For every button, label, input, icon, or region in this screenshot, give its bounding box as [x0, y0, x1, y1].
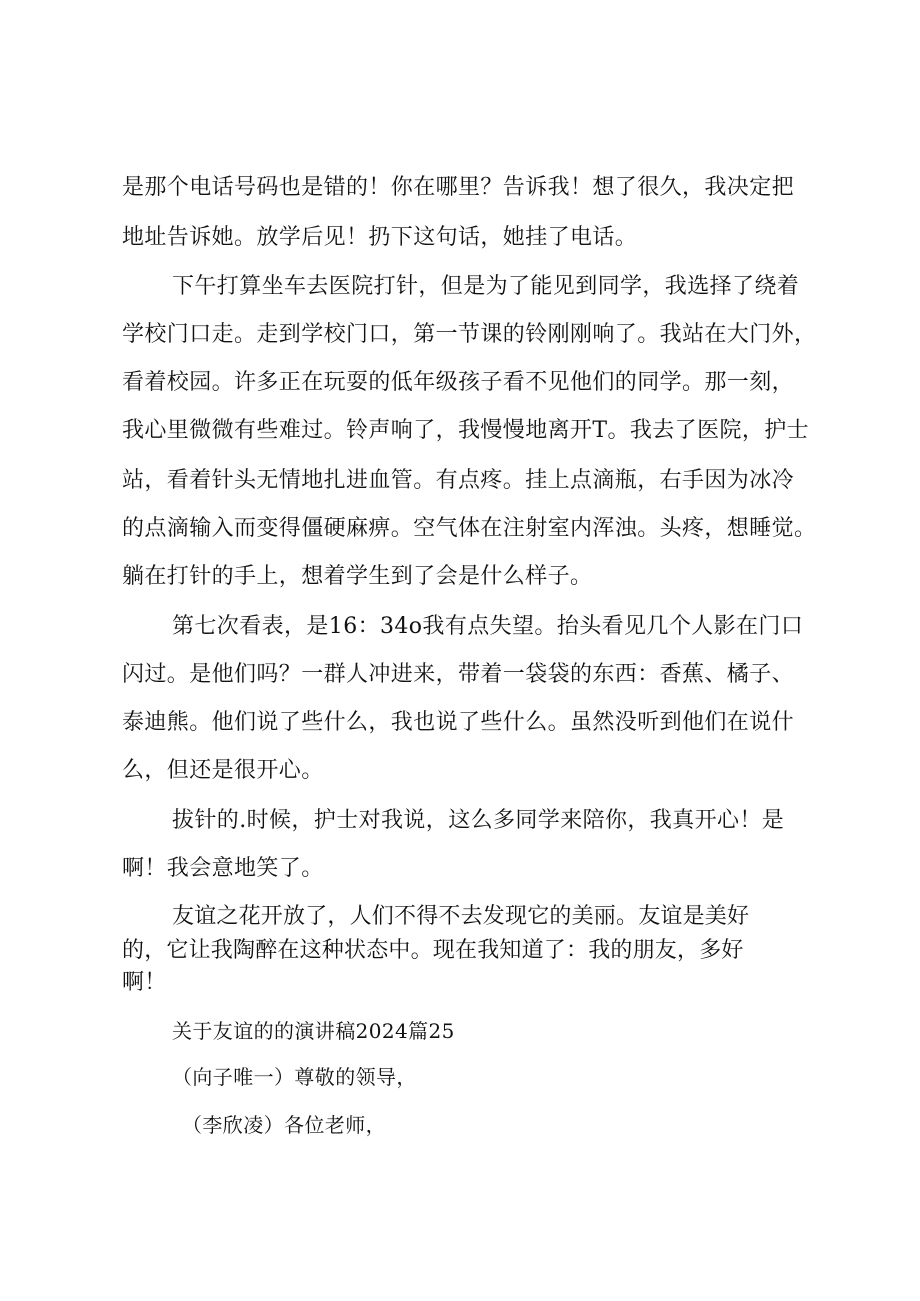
paragraph-2-line-3: 看着校园。许多正在玩耍的低年级孩子看不见他们的同学。那一刻，: [122, 370, 795, 395]
paragraph-5-line-2: 的，它让我陶醉在这种状态中。现在我知道了：我的朋友，多好: [122, 938, 744, 963]
paragraph-1-line-1: 是那个电话号码也是错的！你在哪里？告诉我！想了很久，我决定把: [122, 175, 795, 200]
paragraph-2-line-6: 的点滴输入而变得僵硬麻痹。空气体在注射室内浑浊。头疼，想睡觉。: [122, 516, 817, 541]
paragraph-2-line-4: 我心里微微有些难过。铃声响了，我慢慢地离开T。我去了医院，护士: [122, 418, 810, 443]
paragraph-1-line-2: 地址告诉她。放学后见！扔下这句话，她挂了电话。: [122, 225, 638, 250]
paragraph-3-line-1: 第七次看表，是16：34o我有点失望。抬头看见几个人影在门口: [172, 614, 804, 639]
paragraph-3-line-4: 么，但还是很开心。: [122, 758, 324, 783]
paragraph-4-line-1: 拔针的.时候，护士对我说，这么多同学来陪你，我真开心！是: [172, 808, 785, 833]
paragraph-5-line-3: 啊！: [122, 970, 167, 995]
section-heading: 关于友谊的的演讲稿2024篇25: [172, 1019, 455, 1043]
paragraph-2-line-7: 躺在打针的手上，想着学生到了会是什么样子。: [122, 564, 593, 589]
paragraph-3-line-3: 泰迪熊。他们说了些什么，我也说了些什么。虽然没听到他们在说什: [122, 710, 795, 735]
greeting-line-1: （向子唯一）尊敬的领导，: [172, 1065, 417, 1089]
paragraph-2-line-5: 站，看着针头无情地扎进血管。有点疼。挂上点滴瓶，右手因为冰冷: [122, 468, 795, 493]
paragraph-5-line-1: 友谊之花开放了，人们不得不去发现它的美丽。友谊是美好: [172, 904, 750, 929]
paragraph-4-line-2: 啊！我会意地笑了。: [122, 856, 324, 881]
paragraph-2-line-2: 学校门口走。走到学校门口，第一节课的铃刚刚响了。我站在大门外，: [122, 322, 817, 347]
paragraph-2-line-1: 下午打算坐车去医院打针，但是为了能见到同学，我选择了绕着: [172, 274, 800, 299]
paragraph-3-line-2: 闪过。是他们吗？一群人冲进来，带着一袋袋的东西：香蕉、橘子、: [122, 662, 795, 687]
greeting-line-2: （李欣凌）各位老师，: [182, 1113, 386, 1137]
